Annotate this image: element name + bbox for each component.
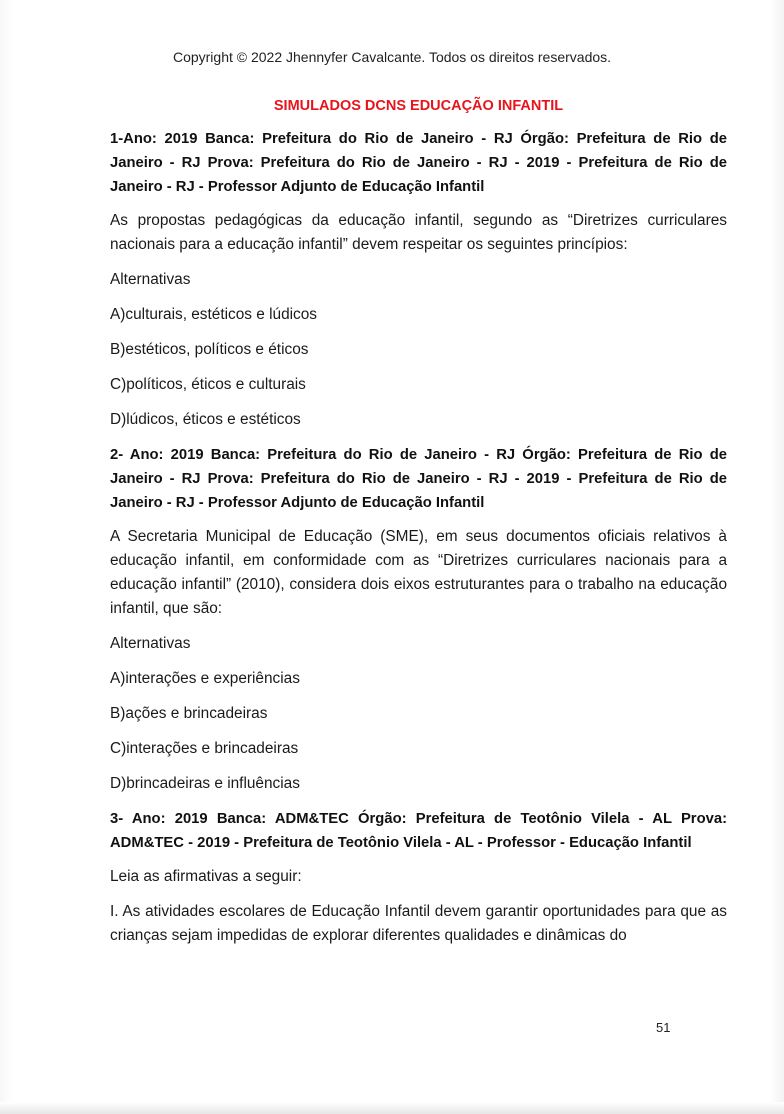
page-content	[110, 96, 727, 959]
question-2-option-c: C)interações e brincadeiras	[110, 740, 299, 757]
question-1-alternatives-label: Alternativas	[110, 271, 191, 288]
question-2-header: 2- Ano: 2019 Banca: Prefeitura do Rio de Janeiro - RJ Órgão: Prefeitura de Rio de Janeiro - RJ Prova: Prefeitura do Rio de Janeiro - RJ - 2019 - Prefeitura de Rio de Janeiro - RJ - Professor Adjunto de Educação Infantil	[110, 447, 727, 511]
question-1-option-d: D)lúdicos, éticos e estéticos	[110, 411, 301, 428]
question-3-header: 3- Ano: 2019 Banca: ADM&TEC Órgão: Prefeitura de Teotônio Vilela - AL Prova: ADM&TEC - 2019 - Prefeitura de Teotônio Vilela - AL - Professor - Educação Infantil	[110, 811, 727, 851]
question-2-option-d: D)brincadeiras e influências	[110, 775, 300, 792]
question-1-option-a: A)culturais, estéticos e lúdicos	[110, 306, 318, 323]
page-number: 51	[656, 1020, 671, 1035]
question-2-alternatives-label: Alternativas	[110, 635, 191, 652]
page-title: SIMULADOS DCNS EDUCAÇÃO INFANTIL	[273, 98, 564, 114]
question-1-stem: As propostas pedagógicas da educação infantil, segundo as “Diretrizes curriculares nacionais para a educação infantil” devem respeitar os seguintes princípios:	[110, 212, 727, 253]
question-2-option-b: B)ações e brincadeiras	[110, 705, 268, 722]
question-1-header: 1-Ano: 2019 Banca: Prefeitura do Rio de Janeiro - RJ Órgão: Prefeitura de Rio de Janeiro - RJ Prova: Prefeitura do Rio de Janeiro - RJ - 2019 - Prefeitura de Rio de Janeiro - RJ - Professor Adjunto de Educação Infantil	[110, 131, 727, 195]
question-1-option-c: C)políticos, éticos e culturais	[110, 376, 306, 393]
page-bottom-shadow	[0, 1102, 784, 1114]
question-3-item-i: I. As atividades escolares de Educação Infantil devem garantir oportunidades para que as crianças sejam impedidas de explorar diferentes qualidades e dinâmicas do	[110, 903, 727, 944]
question-2-option-a: A)interações e experiências	[110, 670, 300, 687]
copyright-notice: Copyright © 2022 Jhennyfer Cavalcante. Todos os direitos reservados.	[172, 49, 612, 65]
question-2-stem: A Secretaria Municipal de Educação (SME), em seus documentos oficiais relativos à educação infantil, em conformidade com as “Diretrizes curriculares nacionais para a educação infantil” (2010), considera dois eixos estruturantes para o trabalho na educação infantil, que são:	[110, 528, 727, 617]
question-3-intro: Leia as afirmativas a seguir:	[110, 868, 302, 885]
question-1-option-b: B)estéticos, políticos e éticos	[110, 341, 309, 358]
